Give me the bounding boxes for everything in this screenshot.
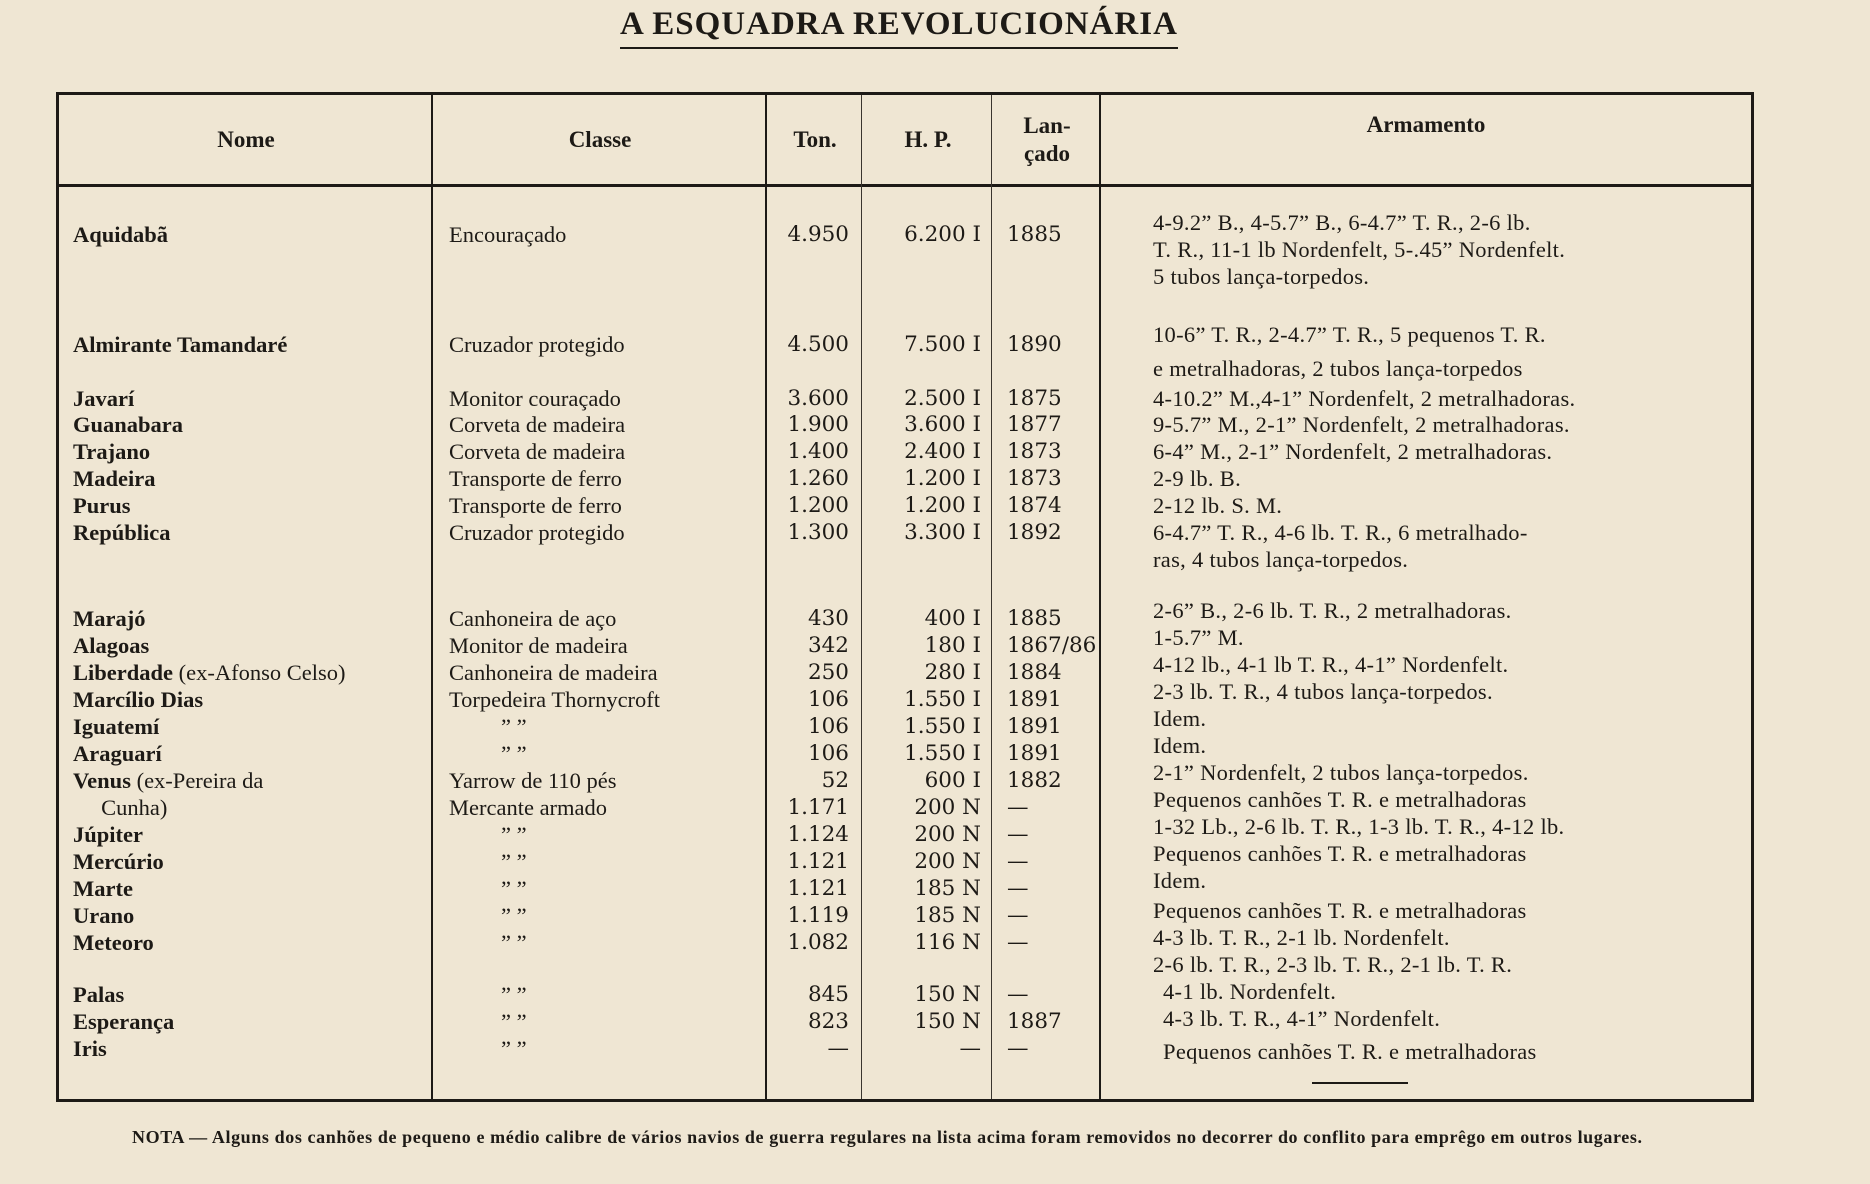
ship-name-text: Marte [73, 876, 133, 901]
ship-name [73, 767, 487, 794]
end-rule [1312, 1082, 1408, 1084]
ship-name-text: Mercúrio [73, 849, 164, 874]
ship-horsepower: 2.400 I [904, 439, 981, 464]
ship-tonnage: — [827, 1036, 849, 1061]
ship-launched: — [1007, 982, 1029, 1007]
ship-launched: 1891 [1007, 687, 1062, 712]
header-lancado-line2: çado [1024, 140, 1070, 166]
ship-class: ” ” [501, 741, 527, 766]
armament-line: Idem. [1153, 868, 1207, 893]
armament-line: 1-32 Lb., 2-6 lb. T. R., 1-3 lb. T. R., 4-12 lb. [1153, 814, 1565, 839]
ship-name [73, 221, 487, 248]
ship-tonnage: 1.121 [787, 849, 849, 874]
armament-line: 2-3 lb. T. R., 4 tubos lança-torpedos. [1153, 679, 1493, 704]
ship-name-text: Aquidabã [73, 222, 169, 247]
ship-class: ” ” [501, 822, 527, 847]
armament-line: 4-9.2” B., 4-5.7” B., 6-4.7” T. R., 2-6 lb. [1153, 210, 1531, 235]
ship-horsepower: 150 N [914, 982, 981, 1007]
ship-horsepower: 200 N [914, 795, 981, 820]
ship-class: Canhoneira de aço [449, 606, 617, 631]
ship-tonnage: 1.200 [787, 493, 849, 518]
ship-tonnage: 430 [807, 606, 849, 631]
ship-class: Transporte de ferro [449, 466, 622, 491]
ship-horsepower: 1.550 I [904, 741, 981, 766]
ship-name-text: Iris [73, 1036, 107, 1061]
ship-tonnage: 4.500 [787, 332, 849, 357]
ship-name [73, 1035, 487, 1062]
ship-horsepower: — [959, 1036, 981, 1061]
armament-line: 2-6 lb. T. R., 2-3 lb. T. R., 2-1 lb. T. R. [1153, 952, 1513, 977]
ship-launched: 1873 [1007, 466, 1062, 491]
ship-horsepower: 2.500 I [904, 386, 981, 411]
armament-line: e metralhadoras, 2 tubos lança-torpedos [1153, 356, 1523, 381]
ship-name-text: Madeira [73, 466, 156, 491]
ship-name [73, 713, 487, 740]
ship-name [73, 519, 487, 546]
ship-class: Monitor couraçado [449, 386, 621, 411]
ship-horsepower: 200 N [914, 822, 981, 847]
ship-tonnage: 250 [807, 660, 849, 685]
ship-name [73, 821, 487, 848]
header-hp: H. P. [904, 126, 952, 152]
ship-launched: 1873 [1007, 439, 1062, 464]
ship-horsepower: 185 N [914, 903, 981, 928]
ship-name [73, 632, 487, 659]
ship-name [73, 605, 487, 632]
ship-horsepower: 280 I [924, 660, 981, 685]
table-row [59, 981, 1751, 1008]
ship-name [73, 875, 487, 902]
ship-tonnage: 106 [807, 741, 849, 766]
ship-name-text: Purus [73, 493, 131, 518]
header-ton: Ton. [793, 126, 837, 152]
header-lancado-line1: Lan- [1023, 112, 1071, 138]
armament-line: 5 tubos lança-torpedos. [1153, 264, 1370, 289]
ship-launched: — [1007, 849, 1029, 874]
ship-launched: — [1007, 795, 1029, 820]
table-row [59, 492, 1751, 519]
ship-name-text: Alagoas [73, 633, 150, 658]
ship-tonnage: 1.124 [787, 822, 849, 847]
armament-line: 4-3 lb. T. R., 2-1 lb. Nordenfelt. [1153, 925, 1450, 950]
ship-name-text: Meteoro [73, 930, 154, 955]
ship-launched: 1867/86 [1007, 633, 1097, 658]
ship-launched: 1892 [1007, 520, 1062, 545]
ship-horsepower: 180 I [924, 633, 981, 658]
table-row [59, 1008, 1751, 1035]
armament-line: 4-12 lb., 4-1 lb T. R., 4-1” Nordenfelt. [1153, 652, 1509, 677]
ship-class: ” ” [501, 930, 527, 955]
ship-class: Cruzador protegido [449, 520, 625, 545]
ship-class: ” ” [501, 714, 527, 739]
ship-name [73, 902, 487, 929]
armament-line: 4-3 lb. T. R., 4-1” Nordenfelt. [1163, 1006, 1441, 1031]
ship-class: Monitor de madeira [449, 633, 628, 658]
ship-name-text: Trajano [73, 439, 151, 464]
ship-name [73, 411, 487, 438]
armament-line: 4-1 lb. Nordenfelt. [1163, 979, 1337, 1004]
ship-tonnage: 823 [807, 1009, 849, 1034]
ship-horsepower: 7.500 I [904, 332, 981, 357]
ship-launched: — [1007, 876, 1029, 901]
ship-tonnage: 1.400 [787, 439, 849, 464]
ship-class: ” ” [501, 849, 527, 874]
ship-name-text: Javarí [73, 386, 135, 411]
ship-name [73, 1008, 487, 1035]
ship-class: Transporte de ferro [449, 493, 622, 518]
ship-name-text: Júpiter [73, 822, 143, 847]
ship-name [73, 848, 487, 875]
ship-name-text: Venus [73, 768, 131, 793]
ship-horsepower: 3.300 I [904, 520, 981, 545]
ship-name-text: República [73, 520, 171, 545]
ship-class: Torpedeira Thornycroft [449, 687, 661, 712]
ship-class: Cruzador protegido [449, 332, 625, 357]
ship-class: Encouraçado [449, 222, 567, 247]
ship-former-name: (ex-Pereira da [130, 768, 264, 793]
armament-line: 2-6” B., 2-6 lb. T. R., 2 metralhadoras. [1153, 598, 1512, 623]
armament-line: 4-10.2” M.,4-1” Nordenfelt, 2 metralhadoras. [1153, 386, 1576, 411]
ship-class: Mercante armado [449, 795, 608, 820]
ship-name-text: Almirante Tamandaré [73, 332, 288, 357]
ship-name-text: Esperança [73, 1009, 175, 1034]
ship-name-text: Marcílio Dias [73, 687, 204, 712]
armament-line: 6-4.7” T. R., 4-6 lb. T. R., 6 metralhado- [1153, 520, 1528, 545]
ship-tonnage: 1.082 [787, 930, 849, 955]
ship-class: ” ” [501, 903, 527, 928]
ship-launched: 1890 [1007, 332, 1062, 357]
ship-name [73, 492, 487, 519]
ship-tonnage: 1.119 [787, 903, 849, 928]
ship-class: Corveta de madeira [449, 412, 626, 437]
armament-line: 1-5.7” M. [1153, 625, 1244, 650]
ship-class: Yarrow de 110 pés [449, 768, 617, 793]
ship-horsepower: 1.550 I [904, 714, 981, 739]
table-row [59, 686, 1751, 713]
armament-line: 10-6” T. R., 2-4.7” T. R., 5 pequenos T. R. [1153, 322, 1546, 347]
ship-horsepower: 6.200 I [904, 222, 981, 247]
footnote: NOTA — Alguns dos canhões de pequeno e médio calibre de vários navios de guerra regulares na lista acima foram removidos no decorrer do conflito para emprêgo em outros lugares. [132, 1127, 1643, 1147]
ship-tonnage: 1.121 [787, 876, 849, 901]
ship-launched: — [1007, 1036, 1029, 1061]
table-row [59, 465, 1751, 492]
armament-line: Pequenos canhões T. R. e metralhadoras [1153, 898, 1527, 923]
ship-horsepower: 400 I [924, 606, 981, 631]
header-classe: Classe [568, 126, 632, 152]
armament-line: Pequenos canhões T. R. e metralhadoras [1153, 787, 1527, 812]
armament-line: ras, 4 tubos lança-torpedos. [1153, 547, 1409, 572]
ship-name [73, 465, 487, 492]
ship-name-text: Liberdade [73, 660, 174, 685]
ship-tonnage: 3.600 [787, 386, 849, 411]
ship-name [73, 794, 487, 821]
ship-tonnage: 1.260 [787, 466, 849, 491]
ship-name [73, 438, 487, 465]
ship-former-name: Cunha) [73, 795, 168, 820]
table-header [59, 95, 1751, 187]
ship-tonnage: 52 [821, 768, 849, 793]
ship-horsepower: 3.600 I [904, 412, 981, 437]
ship-horsepower: 1.550 I [904, 687, 981, 712]
ship-name [73, 740, 487, 767]
ship-launched: 1891 [1007, 741, 1062, 766]
ship-name-text: Guanabara [73, 412, 184, 437]
ship-name-text: Palas [73, 982, 125, 1007]
armament-line: T. R., 11-1 lb Nordenfelt, 5-.45” Nordenfelt. [1153, 237, 1566, 262]
armament-line: 2-1” Nordenfelt, 2 tubos lança-torpedos. [1153, 760, 1529, 785]
armament-line: Pequenos canhões T. R. e metralhadoras [1153, 841, 1527, 866]
ship-tonnage: 1.300 [787, 520, 849, 545]
ship-name [73, 385, 487, 412]
ship-horsepower: 1.200 I [904, 493, 981, 518]
fleet-table [56, 92, 1754, 1102]
ship-horsepower: 1.200 I [904, 466, 981, 491]
armament-line: Idem. [1153, 706, 1207, 731]
ship-name-text: Iguatemí [73, 714, 160, 739]
ship-tonnage: 106 [807, 687, 849, 712]
ship-launched: — [1007, 822, 1029, 847]
ship-launched: 1882 [1007, 768, 1062, 793]
ship-name-text: Urano [73, 903, 135, 928]
ship-horsepower: 200 N [914, 849, 981, 874]
ship-former-name: (ex-Afonso Celso) [173, 660, 346, 685]
ship-launched: 1875 [1007, 386, 1062, 411]
table-row [59, 713, 1751, 740]
ship-class: ” ” [501, 876, 527, 901]
ship-class: ” ” [501, 982, 527, 1007]
ship-name [73, 981, 487, 1008]
ship-tonnage: 106 [807, 714, 849, 739]
ship-name [73, 659, 487, 686]
ship-launched: 1885 [1007, 222, 1062, 247]
ship-class: Corveta de madeira [449, 439, 626, 464]
armament-line: 2-12 lb. S. M. [1153, 493, 1283, 518]
ship-name [73, 929, 487, 956]
ship-launched: 1887 [1007, 1009, 1062, 1034]
ship-launched: 1877 [1007, 412, 1062, 437]
ship-horsepower: 150 N [914, 1009, 981, 1034]
ship-tonnage: 342 [807, 633, 849, 658]
ship-name-text: Marajó [73, 606, 146, 631]
ship-tonnage: 845 [807, 982, 849, 1007]
ship-launched: 1891 [1007, 714, 1062, 739]
armament-line: 6-4” M., 2-1” Nordenfelt, 2 metralhadoras. [1153, 439, 1553, 464]
page-title: A ESQUADRA REVOLUCIONÁRIA [620, 6, 1178, 49]
ship-name-text: Araguarí [73, 741, 162, 766]
armament-line: 2-9 lb. B. [1153, 466, 1242, 491]
header-armamento: Armamento [1366, 112, 1486, 137]
header-nome: Nome [217, 126, 275, 152]
ship-launched: — [1007, 930, 1029, 955]
ship-tonnage: 1.171 [787, 795, 849, 820]
header-lancado [993, 95, 1101, 184]
ship-class: Canhoneira de madeira [449, 660, 658, 685]
ship-horsepower: 600 I [924, 768, 981, 793]
ship-name [73, 686, 487, 713]
ship-horsepower: 185 N [914, 876, 981, 901]
armament-line: Pequenos canhões T. R. e metralhadoras [1163, 1039, 1537, 1064]
ship-launched: 1874 [1007, 493, 1062, 518]
ship-horsepower: 116 N [914, 930, 981, 955]
ship-class: ” ” [501, 1009, 527, 1034]
ship-name [73, 331, 487, 358]
ship-tonnage: 4.950 [787, 222, 849, 247]
ship-class: ” ” [501, 1036, 527, 1061]
armament-line: 9-5.7” M., 2-1” Nordenfelt, 2 metralhadoras. [1153, 412, 1570, 437]
ship-launched: 1885 [1007, 606, 1062, 631]
armament-line: Idem. [1153, 733, 1207, 758]
ship-launched: 1884 [1007, 660, 1062, 685]
ship-tonnage: 1.900 [787, 412, 849, 437]
ship-launched: — [1007, 903, 1029, 928]
